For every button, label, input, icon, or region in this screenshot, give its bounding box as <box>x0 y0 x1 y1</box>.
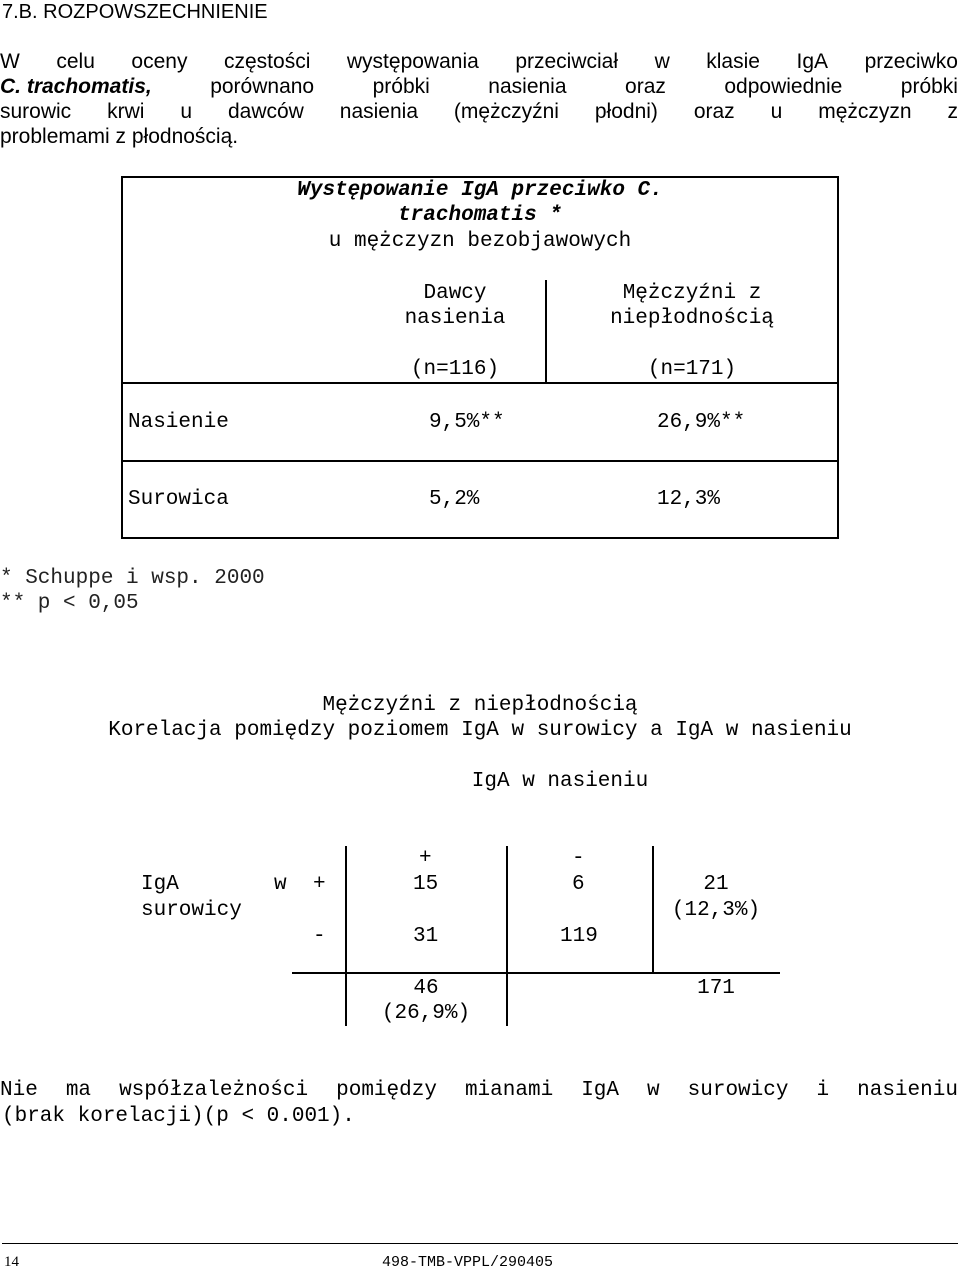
intro-word: przeciwciał <box>515 50 619 73</box>
conclusion-word: współzależności <box>119 1079 309 1102</box>
intro-word: klasie <box>706 50 760 73</box>
column-header-infertile-line-2: niepłodnością <box>610 307 774 330</box>
row-label-serum: Surowica <box>128 488 229 511</box>
intro-word: surowic <box>0 100 72 123</box>
cell-semen-donors: 9,5%** <box>429 411 505 434</box>
intro-species-name: C. trachomatis, <box>0 75 152 98</box>
row-group-label-line-2: surowicy <box>141 899 242 922</box>
column-header-infertile: Mężczyźni z <box>622 282 762 305</box>
col-plus-header: + <box>419 847 432 870</box>
correlation-title-line-1: Mężczyźni z niepłodnością <box>322 694 638 717</box>
row-group-label-w: w <box>274 873 287 896</box>
intro-word: krwi <box>107 100 145 123</box>
conclusion-word: ma <box>65 1079 92 1102</box>
intro-word: porównano <box>210 75 315 98</box>
intro-word: częstości <box>224 50 311 73</box>
footnote-significance: ** p < 0,05 <box>0 592 139 615</box>
intro-line-2 <box>0 74 958 100</box>
intro-word: oraz <box>625 75 666 98</box>
conclusion-word: mianami <box>464 1079 554 1102</box>
cell-plus-plus: 15 <box>413 873 439 896</box>
table-row-border <box>121 460 839 462</box>
col-minus-header: - <box>572 847 585 870</box>
cell-serum-donors: 5,2% <box>429 488 480 511</box>
intro-word: IgA <box>796 50 829 73</box>
grid-line <box>292 972 780 974</box>
table-bottom-border <box>121 537 839 539</box>
intro-word: płodni) <box>594 100 658 123</box>
conclusion-word: surowicy <box>687 1079 789 1102</box>
intro-word: (mężczyźni <box>453 100 559 123</box>
cell-serum-infertile: 12,3% <box>657 488 721 511</box>
intro-word: z <box>947 100 958 123</box>
intro-word: nasienia <box>488 75 567 98</box>
intro-word: nasienia <box>339 100 418 123</box>
intro-word: oraz <box>693 100 735 123</box>
cell-semen-infertile: 26,9%** <box>657 411 746 434</box>
row-plus-header: + <box>313 873 326 896</box>
conclusion-line-1 <box>0 1078 958 1104</box>
intro-word: u <box>180 100 193 123</box>
intro-word: przeciwko <box>864 50 958 73</box>
intro-line-4: problemami z płodnością. <box>0 125 239 148</box>
document-code: 498-TMB-VPPL/290405 <box>382 1254 554 1271</box>
table-title-line-2: trachomatis * <box>398 204 562 227</box>
column-header-donors-n: (n=116) <box>410 358 500 381</box>
cell-minus-plus: 31 <box>413 925 439 948</box>
grid-line <box>652 846 654 974</box>
intro-line-3 <box>0 99 958 125</box>
intro-line-1 <box>0 49 958 75</box>
column-header-donors-line-2: nasienia <box>404 307 506 330</box>
grid-line <box>506 846 508 1026</box>
conclusion-word: pomiędzy <box>336 1079 437 1102</box>
conclusion-word: IgA <box>581 1079 619 1102</box>
correlation-title-line-2: Korelacja pomiędzy poziomem IgA w surowicy a IgA w nasieniu <box>108 719 852 742</box>
grid-line <box>345 846 347 1026</box>
column-total-percent: (26,9%) <box>381 1002 471 1025</box>
intro-word: próbki <box>900 75 958 98</box>
intro-word: oceny <box>131 50 188 73</box>
intro-word: celu <box>56 50 95 73</box>
footnote-reference: * Schuppe i wsp. 2000 <box>0 567 265 590</box>
intro-word: W <box>0 50 20 73</box>
table-title-line-1: Występowanie IgA przeciwko C. <box>297 179 663 202</box>
column-total: 46 <box>413 977 439 1000</box>
conclusion-word: i <box>816 1079 830 1102</box>
row-label-semen: Nasienie <box>128 411 229 434</box>
column-header-infertile-n: (n=171) <box>647 358 737 381</box>
page-number: 14 <box>4 1254 19 1270</box>
cell-minus-minus: 119 <box>560 925 598 948</box>
column-group-label: IgA w nasieniu <box>471 770 649 793</box>
intro-word: próbki <box>372 75 430 98</box>
column-header-donors: Dawcy <box>423 282 487 305</box>
table-right-border <box>837 176 839 539</box>
intro-word: dawców <box>227 100 304 123</box>
intro-word: u <box>770 100 783 123</box>
section-heading: 7.B. ROZPOWSZECHNIENIE <box>2 1 268 23</box>
table-title-line-3: u mężczyzn bezobjawowych <box>328 230 632 253</box>
row-group-label: IgA <box>141 873 179 896</box>
grand-total: 171 <box>697 977 735 1000</box>
row-total: 21 <box>703 873 729 896</box>
cell-plus-minus: 6 <box>572 873 585 896</box>
row-total-percent: (12,3%) <box>671 899 761 922</box>
footer-rule <box>2 1243 958 1244</box>
intro-word: odpowiednie <box>724 75 843 98</box>
conclusion-line-2: (brak korelacji)(p < 0.001). <box>2 1105 355 1128</box>
intro-word: w <box>654 50 670 73</box>
row-minus-header: - <box>313 925 326 948</box>
conclusion-word: w <box>647 1079 660 1102</box>
intro-word: występowania <box>346 50 479 73</box>
conclusion-word: Nie <box>0 1079 38 1102</box>
conclusion-word: nasieniu <box>857 1079 958 1102</box>
intro-word: mężczyzn <box>818 100 912 123</box>
